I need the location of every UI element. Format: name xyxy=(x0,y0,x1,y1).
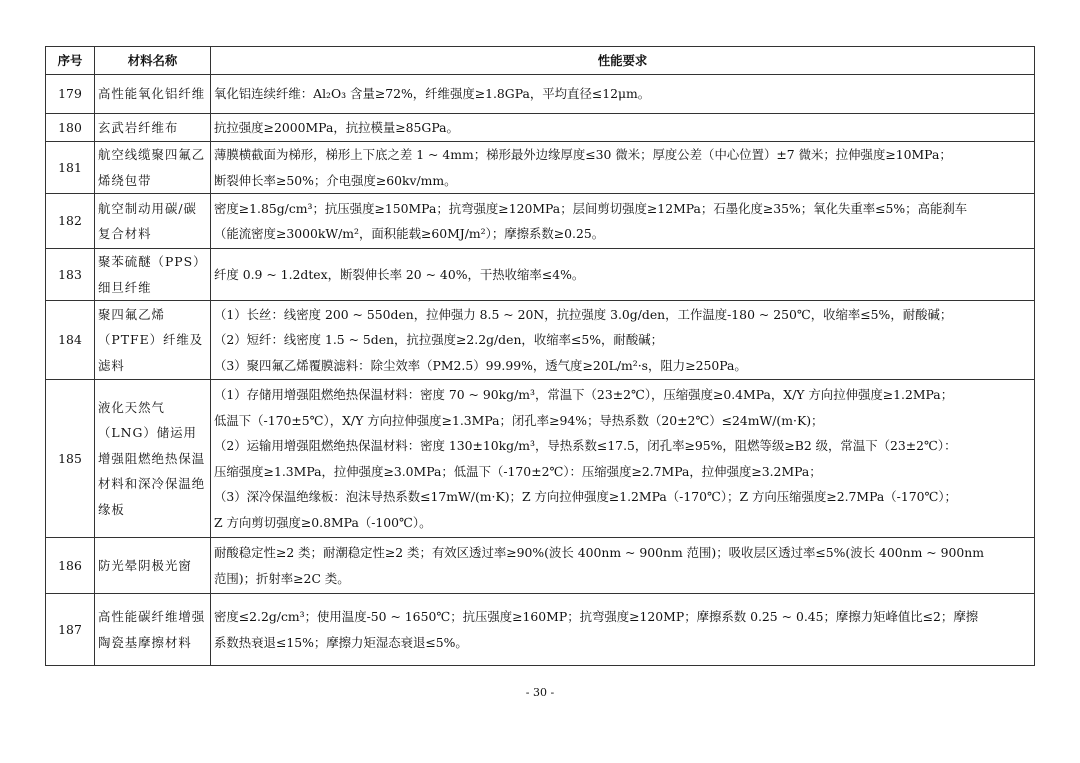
row-material-name: 聚四氟乙烯（PTFE）纤维及滤料 xyxy=(95,301,211,380)
req-line: 低温下（-170±5℃），X/Y 方向拉伸强度≥1.3MPa；闭孔率≥94%；导热系数（20±2℃）≤24mW/(m·K)； xyxy=(214,412,824,428)
req-line: 压缩强度≥1.3MPa，拉伸强度≥3.0MPa；低温下（-170±2℃）：压缩强度≥2.7MPa，拉伸强度≥3.2MPa； xyxy=(214,463,822,479)
req-line: 抗拉强度≥2000MPa，抗拉模量≥85GPa。 xyxy=(214,119,459,135)
req-line: 密度≥1.85g/cm³；抗压强度≥150MPa；抗弯强度≥120MPa；层间剪切强度≥12MPa；石墨化度≥35%；氧化失重率≤5%；高能刹车 xyxy=(214,200,968,216)
table-header-row xyxy=(46,47,1035,75)
table-row xyxy=(46,249,1035,301)
row-requirements xyxy=(211,194,1035,249)
req-line: （3）聚四氟乙烯覆膜滤料：除尘效率（PM2.5）99.99%，透气度≥20L/m²·s，阻力≥250Pa。 xyxy=(214,357,747,373)
req-line: 薄膜横截面为梯形，梯形上下底之差 1 ~ 4mm；梯形最外边缘厚度≤30 微米；厚度公差（中心位置）±7 微米；拉伸强度≥10MPa； xyxy=(214,147,952,162)
row-material-name: 防光晕阴极光窗 xyxy=(95,538,211,594)
req-line: 断裂伸长率≥50%；介电强度≥60kv/mm。 xyxy=(214,172,457,188)
row-requirements xyxy=(211,142,1035,194)
row-num: 186 xyxy=(46,538,95,594)
table-row xyxy=(46,301,1035,380)
table-row xyxy=(46,114,1035,142)
row-num: 187 xyxy=(46,594,95,666)
spec-table xyxy=(45,46,1035,666)
req-line: （3）深冷保温绝缘板：泡沫导热系数≤17mW/(m·K)；Z 方向拉伸强度≥1.2MPa（-170℃）；Z 方向压缩强度≥2.7MPa（-170℃）； xyxy=(214,489,957,504)
req-line: （2）短纤：线密度 1.5 ~ 5den，抗拉强度≥2.2g/den，收缩率≤5%，耐酸碱； xyxy=(214,332,663,348)
req-line: 系数热衰退≤15%；摩擦力矩湿态衰退≤5%。 xyxy=(214,634,468,650)
req-line: 耐酸稳定性≥2 类；耐潮稳定性≥2 类；有效区透过率≥90%(波长 400nm ~ 900nm 范围)；吸收层区透过率≤5%(波长 400nm ~ 900nm xyxy=(214,545,985,560)
req-line: （2）运输用增强阻燃绝热保温材料：密度 130±10kg/m³，导热系数≤17.5，闭孔率≥95%，阻燃等级≥B2 级，常温下（23±2℃）： xyxy=(214,438,957,453)
row-num: 179 xyxy=(46,75,95,114)
row-material-name: 聚苯硫醚（PPS）细旦纤维 xyxy=(95,249,211,301)
page-number: - 30 - xyxy=(525,686,555,699)
req-line: Z 方向剪切强度≥0.8MPa（-100℃）。 xyxy=(214,514,432,530)
req-line: （1）存储用增强阻燃绝热保温材料：密度 70 ~ 90kg/m³，常温下（23±2℃），压缩强度≥0.4MPa，X/Y 方向拉伸强度≥1.2MPa； xyxy=(214,387,954,402)
req-line: 密度≤2.2g/cm³；使用温度-50 ~ 1650℃；抗压强度≥160MP；抗弯强度≥120MP；摩擦系数 0.25 ~ 0.45；摩擦力矩峰值比≤2；摩擦 xyxy=(214,609,979,624)
table-row xyxy=(46,194,1035,249)
row-requirements xyxy=(211,249,1035,301)
row-num: 183 xyxy=(46,249,95,301)
table-row xyxy=(46,75,1035,114)
req-line: 范围)；折射率≥2C 类。 xyxy=(214,570,350,586)
req-line: （能流密度≥3000kW/m²，面积能载≥60MJ/m²）；摩擦系数≥0.25。 xyxy=(214,226,605,241)
table-row xyxy=(46,594,1035,666)
table-row xyxy=(46,142,1035,194)
row-requirements xyxy=(211,380,1035,538)
table-row xyxy=(46,538,1035,594)
header-req: 性能要求 xyxy=(211,47,1035,75)
row-requirements xyxy=(211,301,1035,380)
row-num: 184 xyxy=(46,301,95,380)
req-line: （1）长丝：线密度 200 ~ 550den，拉伸强力 8.5 ~ 20N，抗拉强度 3.0g/den，工作温度-180 ~ 250℃，收缩率≤5%，耐酸碱； xyxy=(214,306,953,322)
row-material-name: 航空制动用碳/碳复合材料 xyxy=(95,194,211,249)
header-name: 材料名称 xyxy=(95,47,211,75)
row-num: 185 xyxy=(46,380,95,538)
req-line: 氧化铝连续纤维：Al₂O₃ 含量≥72%，纤维强度≥1.8GPa，平均直径≤12μm。 xyxy=(214,86,651,102)
row-num: 181 xyxy=(46,142,95,194)
row-num: 180 xyxy=(46,114,95,142)
row-material-name: 液化天然气（LNG）储运用增强阻燃绝热保温材料和深冷保温绝缘板 xyxy=(95,380,211,538)
row-requirements xyxy=(211,114,1035,142)
row-material-name: 玄武岩纤维布 xyxy=(95,114,211,142)
row-requirements xyxy=(211,538,1035,594)
req-line: 纤度 0.9 ~ 1.2dtex，断裂伸长率 20 ~ 40%，干热收缩率≤4%。 xyxy=(214,266,585,282)
row-requirements xyxy=(211,594,1035,666)
header-num: 序号 xyxy=(46,47,95,75)
table-row xyxy=(46,380,1035,538)
row-material-name: 高性能碳纤维增强陶瓷基摩擦材料 xyxy=(95,594,211,666)
row-requirements xyxy=(211,75,1035,114)
row-material-name: 航空线缆聚四氟乙烯绕包带 xyxy=(95,142,211,194)
row-num: 182 xyxy=(46,194,95,249)
row-material-name: 高性能氧化铝纤维 xyxy=(95,75,211,114)
